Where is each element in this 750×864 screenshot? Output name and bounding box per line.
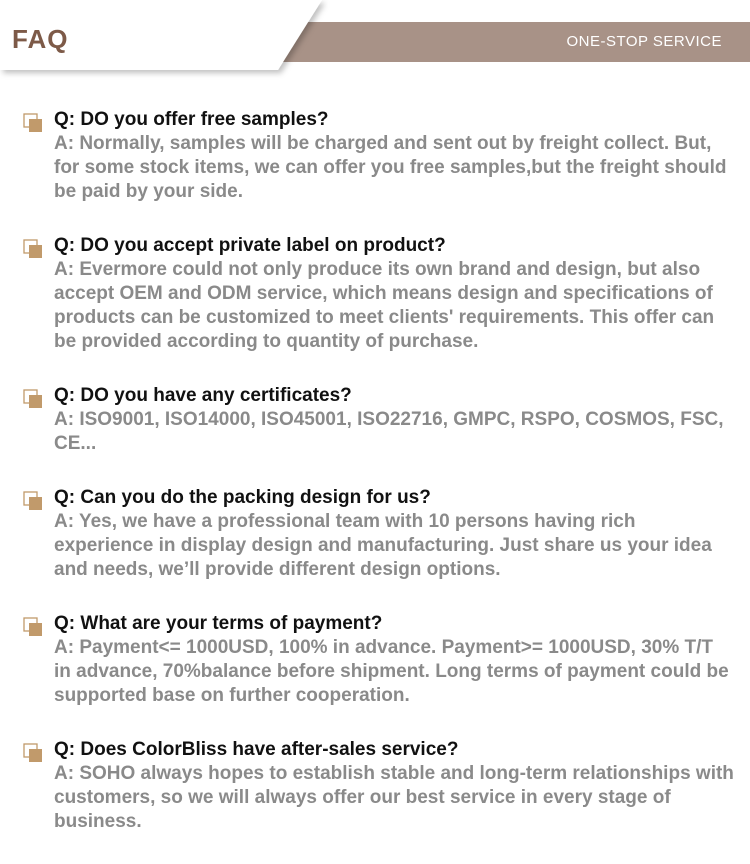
- square-bullet-icon: [23, 239, 43, 259]
- square-bullet-icon: [23, 491, 43, 511]
- service-label: ONE-STOP SERVICE: [566, 33, 722, 50]
- faq-question: Q: DO you accept private label on product?: [54, 235, 446, 256]
- faq-question: Q: Can you do the packing design for us?: [54, 487, 431, 508]
- square-bullet-icon: [23, 617, 43, 637]
- faq-answer: A: Evermore could not only produce its own brand and design, but also accept OEM and ODM service, which means design and specifications of products can be customized to meet clients' requirements. This offer can be provided according to quantity of purchase.: [54, 259, 715, 352]
- faq-item: [0, 108, 750, 204]
- faq-item: [0, 234, 750, 354]
- faq-answer: A: Yes, we have a professional team with 10 persons having rich experience in display design and manufacturing. Just share us your idea and needs, we’ll provide different design options.: [54, 511, 712, 580]
- page-title: FAQ: [12, 24, 69, 54]
- faq-answer: A: ISO9001, ISO14000, ISO45001, ISO22716, GMPC, RSPO, COSMOS, FSC, CE...: [54, 409, 724, 454]
- faq-list: [0, 108, 750, 864]
- square-bullet-icon: [23, 743, 43, 763]
- square-bullet-icon: [23, 113, 43, 133]
- faq-item: [0, 384, 750, 456]
- faq-question: Q: Does ColorBliss have after-sales service?: [54, 739, 459, 760]
- faq-question: Q: DO you offer free samples?: [54, 109, 329, 130]
- faq-item: [0, 738, 750, 834]
- faq-answer: A: Normally, samples will be charged and sent out by freight collect. But, for some stock items, we can offer you free samples,but the freight should be paid by your side.: [54, 133, 727, 202]
- faq-answer: A: Payment<= 1000USD, 100% in advance. Payment>= 1000USD, 30% T/T in advance, 70%balance before shipment. Long terms of payment could be supported base on further cooperation.: [54, 637, 729, 706]
- faq-header: [0, 0, 750, 80]
- faq-question: Q: What are your terms of payment?: [54, 613, 383, 634]
- faq-answer: A: SOHO always hopes to establish stable and long-term relationships with customers, so we will always offer our best service in every stage of business.: [54, 763, 734, 832]
- square-bullet-icon: [23, 389, 43, 409]
- faq-item: [0, 612, 750, 708]
- faq-item: [0, 486, 750, 582]
- faq-question: Q: DO you have any certificates?: [54, 385, 352, 406]
